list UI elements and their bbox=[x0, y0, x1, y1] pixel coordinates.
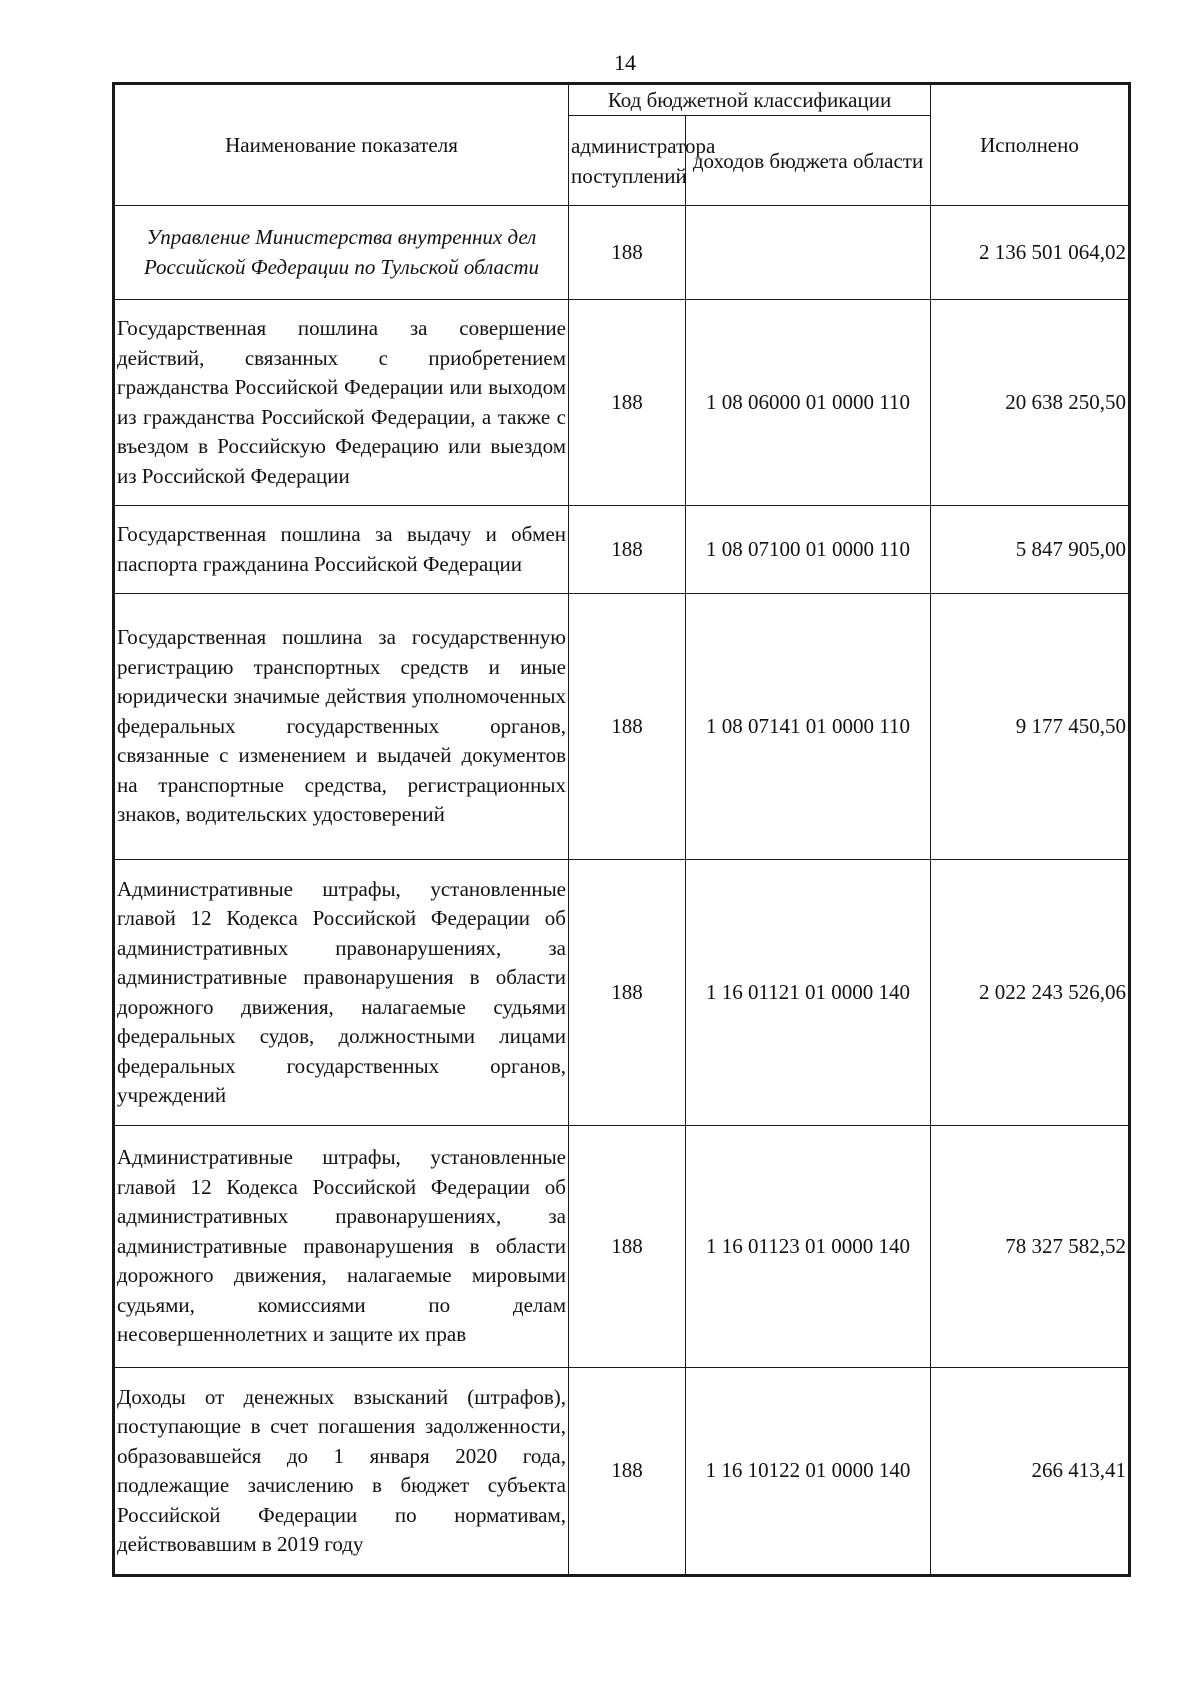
row-name: Административные штрафы, установленные главой 12 Кодекса Российской Федерации об административных правонарушениях, за административные правонарушения в области дорожного движения, налагаемые мировыми судьями, комиссиями по делам несовершеннолетних и защите их прав bbox=[114, 1126, 569, 1368]
row-amount: 2 136 501 064,02 bbox=[931, 206, 1130, 300]
page-number: 14 bbox=[614, 50, 636, 75]
row-name: Государственная пошлина за выдачу и обмен паспорта гражданина Российской Федерации bbox=[114, 506, 569, 594]
row-amount: 9 177 450,50 bbox=[931, 594, 1130, 860]
header-indicator-name: Наименование показателя bbox=[114, 84, 569, 206]
header-admin-code: администратора поступлений bbox=[569, 116, 686, 206]
row-income-code: 1 08 07141 01 0000 110 bbox=[686, 594, 931, 860]
header-budget-code: Код бюджетной классификации bbox=[569, 84, 931, 116]
row-admin-code: 188 bbox=[569, 1126, 686, 1368]
row-admin-code: 188 bbox=[569, 860, 686, 1126]
row-admin-code: 188 bbox=[569, 1368, 686, 1576]
budget-income-table bbox=[112, 82, 1131, 1577]
table-row bbox=[114, 206, 1130, 300]
row-name: Государственная пошлина за совершение действий, связанных с приобретением гражданства Российской Федерации или выходом из гражданства Российской Федерации, а также с въездом в Российскую Федерацию или выездом из Российской Федерации bbox=[114, 300, 569, 506]
row-income-code: 1 08 06000 01 0000 110 bbox=[686, 300, 931, 506]
header-income-code: доходов бюджета области bbox=[686, 116, 931, 206]
row-admin-code: 188 bbox=[569, 506, 686, 594]
table-row bbox=[114, 300, 1130, 506]
table-row bbox=[114, 860, 1130, 1126]
row-name: Административные штрафы, установленные главой 12 Кодекса Российской Федерации об административных правонарушениях, за административные правонарушения в области дорожного движения, налагаемые судьями федеральных судов, должностными лицами федеральных государственных органов, учреждений bbox=[114, 860, 569, 1126]
table-row bbox=[114, 1126, 1130, 1368]
row-admin-code: 188 bbox=[569, 206, 686, 300]
row-income-code: 1 16 01121 01 0000 140 bbox=[686, 860, 931, 1126]
table-row bbox=[114, 1368, 1130, 1576]
row-amount: 2 022 243 526,06 bbox=[931, 860, 1130, 1126]
table-row bbox=[114, 594, 1130, 860]
row-amount: 5 847 905,00 bbox=[931, 506, 1130, 594]
row-income-code: 1 16 01123 01 0000 140 bbox=[686, 1126, 931, 1368]
row-income-code: 1 16 10122 01 0000 140 bbox=[686, 1368, 931, 1576]
row-income-code bbox=[686, 206, 931, 300]
header-executed: Исполнено bbox=[931, 84, 1130, 206]
row-amount: 20 638 250,50 bbox=[931, 300, 1130, 506]
table-row bbox=[114, 506, 1130, 594]
row-name: Управление Министерства внутренних дел Российской Федерации по Тульской области bbox=[114, 206, 569, 300]
row-amount: 266 413,41 bbox=[931, 1368, 1130, 1576]
row-amount: 78 327 582,52 bbox=[931, 1126, 1130, 1368]
row-name: Доходы от денежных взысканий (штрафов), поступающие в счет погашения задолженности, образовавшейся до 1 января 2020 года, подлежащие зачислению в бюджет субъекта Российской Федерации по нормативам, действовавшим в 2019 году bbox=[114, 1368, 569, 1576]
row-admin-code: 188 bbox=[569, 594, 686, 860]
row-name: Государственная пошлина за государственную регистрацию транспортных средств и иные юридически значимые действия уполномоченных федеральных государственных органов, связанные с изменением и выдачей документов на транспортные средства, регистрационных знаков, водительских удостоверений bbox=[114, 594, 569, 860]
row-admin-code: 188 bbox=[569, 300, 686, 506]
row-income-code: 1 08 07100 01 0000 110 bbox=[686, 506, 931, 594]
